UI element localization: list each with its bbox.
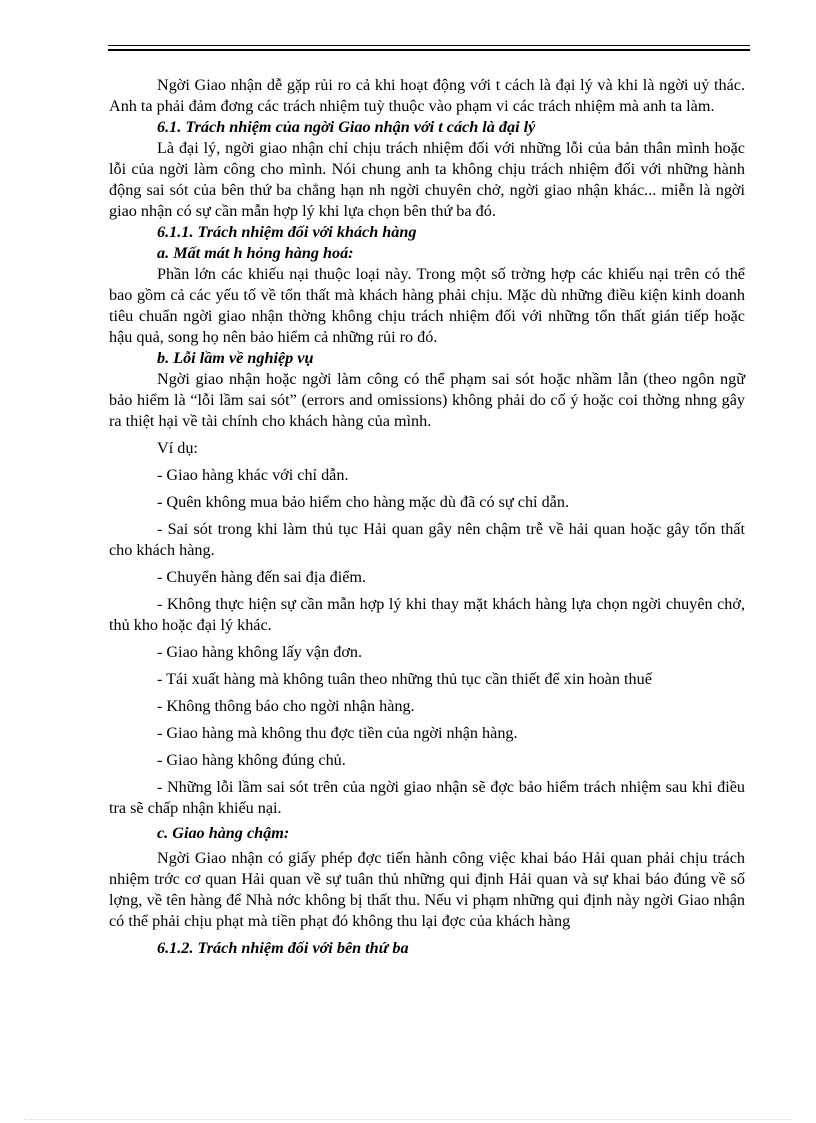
list-item: - Tái xuất hàng mà không tuân theo những thủ tục cần thiết để xin hoàn thuế [157,670,652,688]
list-item: - Chuyển hàng đến sai địa điểm. [157,568,367,586]
header-rule-thick [108,49,750,51]
list-item: - Sai sót trong khi làm thủ tục Hải quan gây nên chậm trễ về hải quan hoặc gây tổn thất cho khách hàng. [109,520,745,559]
list-item: - Giao hàng không lấy vận đơn. [157,643,363,661]
heading-6-1-2: 6.1.2. Trách nhiệm đối với bên thứ ba [157,939,409,957]
list-item: - Giao hàng không đúng chủ. [157,751,346,769]
paragraph-customs: Ngời Giao nhận có giấy phép đợc tiến hành công việc khai báo Hải quan phải chịu trách nhiệm trớc cơ quan Hải quan về sự tuân thủ những qui định Hải quan và sự khai báo đúng về số lợng, về tên hàng để Nhà nớc không bị thất thu. Nếu vi phạm những qui định này ngời Giao nhận có thể phải chịu phạt mà tiền phạt đó không thu lại đợc của khách hàng [109,849,745,930]
header-rule-thin [108,45,750,46]
list-item: - Giao hàng khác với chỉ dẫn. [157,466,349,484]
paragraph-intro: Ngời Giao nhận dễ gặp rủi ro cả khi hoạt động với t cách là đại lý và khi là ngời uỷ thác. Anh ta phải đảm đơng các trách nhiệm tuỳ thuộc vào phạm vi các trách nhiệm mà anh ta làm. [109,76,745,115]
paragraph-loss: Phần lớn các khiếu nại thuộc loại này. Trong một số trờng hợp các khiếu nại trên có thể bao gồm cả các yếu tố về tổn thất mà khách hàng phải chịu. Mặc dù những điều kiện kinh doanh tiêu chuẩn ngời giao nhận thờng không chịu trách nhiệm đối với những tổn thất gián tiếp hoặc hậu quả, song họ nên bảo hiểm cả những rủi ro đó. [109,265,745,346]
list-item: - Quên không mua bảo hiểm cho hàng mặc dù đã có sự chỉ dẫn. [157,493,569,511]
heading-b: b. Lỗi lầm về nghiệp vụ [157,349,314,367]
page-bottom-border [24,1119,792,1120]
heading-6-1: 6.1. Trách nhiệm của ngời Giao nhận với t cách là đại lý [157,118,536,136]
paragraph-errors: Ngời giao nhận hoặc ngời làm công có thể phạm sai sót hoặc nhầm lẫn (theo ngôn ngữ bảo hiểm là “lỗi lầm sai sót” (errors and omissions) không phải do cố ý hoặc coi thờng nhng gây ra thiệt hại về tài chính cho khách hàng của mình. [109,370,745,430]
paragraph-agent: Là đại lý, ngời giao nhận chỉ chịu trách nhiệm đối với những lỗi của bản thân mình hoặc lỗi của ngời làm công cho mình. Nói chung anh ta không chịu trách nhiệm đối với những hành động sai sót của bên thứ ba chẳng hạn nh ngời chuyên chở, ngời giao nhận khác... miễn là ngời giao nhận có sự cần mẫn hợp lý khi lựa chọn bên thứ ba đó. [109,139,745,220]
heading-a: a. Mất mát h hỏng hàng hoá: [157,244,354,262]
list-item: - Giao hàng mà không thu đợc tiền của ngời nhận hàng. [157,724,518,742]
document-body [109,75,745,959]
heading-6-1-1: 6.1.1. Trách nhiệm đối với khách hàng [157,223,417,241]
list-item: - Những lỗi lầm sai sót trên của ngời giao nhận sẽ đợc bảo hiểm trách nhiệm sau khi điều tra sẽ chấp nhận khiếu nại. [109,778,745,817]
examples-label: Ví dụ: [157,439,198,457]
heading-c: c. Giao hàng chậm: [157,824,290,842]
list-item: - Không thông báo cho ngời nhận hàng. [157,697,415,715]
list-item: - Không thực hiện sự cần mẫn hợp lý khi thay mặt khách hàng lựa chọn ngời chuyên chở, thủ kho hoặc đại lý khác. [109,595,745,634]
